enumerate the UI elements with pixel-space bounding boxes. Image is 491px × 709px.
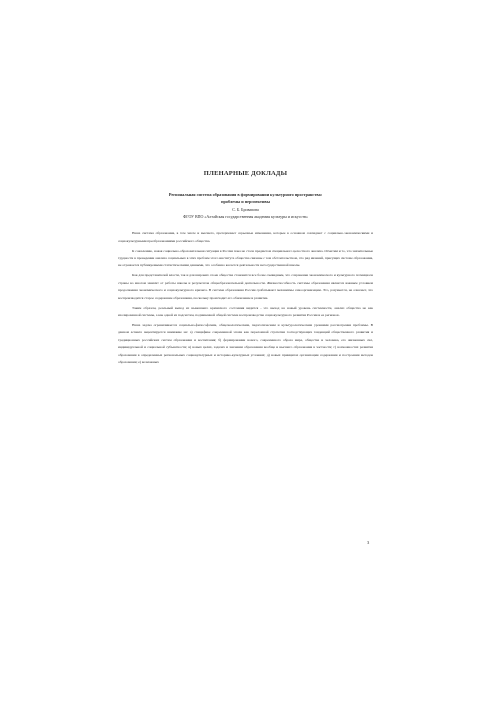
- body-paragraph-2: К сожалению, новая социально-образовательная ситуация в России пока не стала предметом специального целостного анализа. Отметим и то, что значительные трудности в проведении анализа социальных в этих проблем этого института общества связаны с тем обстоятельством, что ряд явлений, присущих системе образования, не отражается публикуемыми статистическими данными, что особенно касается деятельности негосударственной школы.: [118, 248, 373, 268]
- article-title-line-2: проблемы и перспективы: [221, 198, 270, 204]
- section-heading: ПЛЕНАРНЫЕ ДОКЛАДЫ: [203, 170, 288, 177]
- body-paragraph-1: Наша система образования, в том числе и высшего, претерпевает серьезные изменения, которые в основном совпадают с социально-экономическими и социокультурными преобразованиями российского общества.: [118, 231, 373, 243]
- page-number: 3: [367, 540, 370, 545]
- body-paragraph-5: Наша задача ограничивается социально-философским, общеэкологическим, педагогическим и культурологическим уровнями рассмотрения проблемы. В данном аспекте акцентируется внимание на: а) специфике современной эпохи как переломной стратегии господствующих тенденций общественного развития и традиционных российских систем образования и воспитания; б) формировании нового, современного образа мира, общества и человека, его жизненных сил, индивидуальной и социальной субъектности; в) новых целях, задачах и значении образования вообще и высшего образования в частности; г) возможностях развития образования в определенных региональных социокультурных и историко-культурных условиях; д) новых принципах организации содержания и построения методов образования; е) возможных: [118, 323, 373, 365]
- article-affiliation: ФГОУ ВПО «Алтайская государственная академия культуры и искусств»: [183, 214, 308, 220]
- body-paragraph-3: Как для представителей власти, так и для широких слоев общества становится все более очевидным, что сохранение экономического и культурного потенциала страны во многом зависит от работы школы и результатов общеобразовательной деятельности. Жизнеспособность системы образования является важным условием продолжения экономического и социокультурного кризиса. В системе образования России срабатывают механизмы самоорганизации. Это, разумеется, не означает, что воспроизводится старое содержание образования, поскольку происходит его обновление и развитие.: [118, 273, 373, 300]
- article-author: С. Б. Бровапова: [232, 207, 259, 213]
- page-content: [118, 170, 373, 369]
- article-title-line-1: Региональная система образования в формировании культурного пространства:: [168, 192, 323, 197]
- body-paragraph-4: Таким образом, реальный выход из нынешнего кризисного состояния видится - это выход на новый уровень системности, анализ общества не как изолированной системы, а как одной из подсистем, подчиненной общей системе воспроизводства социокультурного развития России и ее регионов.: [118, 305, 373, 318]
